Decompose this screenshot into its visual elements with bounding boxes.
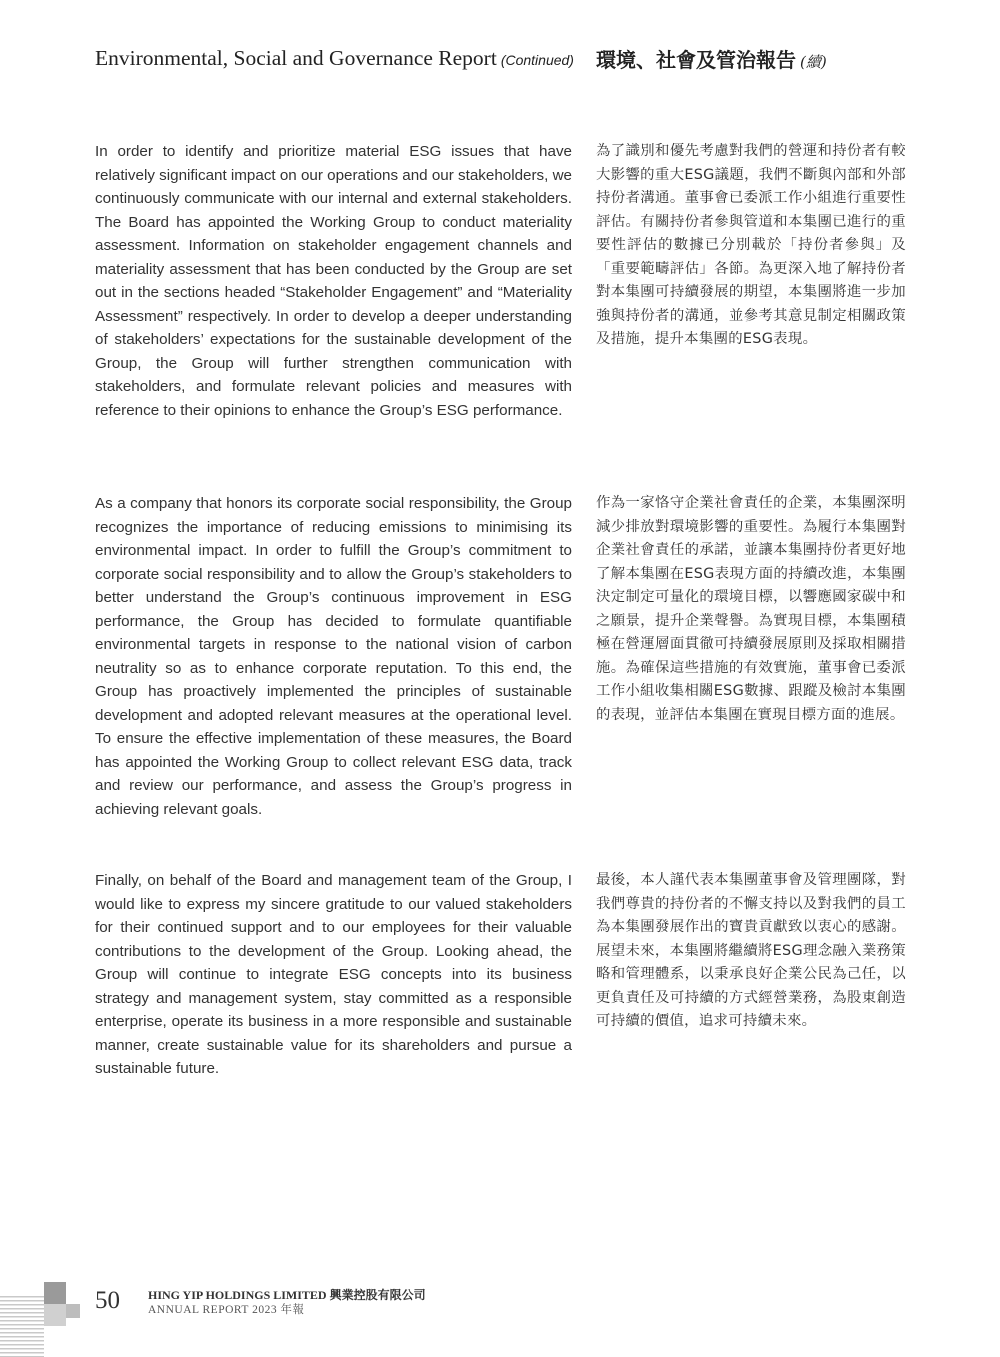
paragraph-zh-3 — [596, 869, 906, 1034]
paragraph-en-3-text: Finally, on behalf of the Board and management team of the Group, I would like to express my sincere gratitude to our valued stakeholders for their continued support and to our employees for their valuable contributions to the development of the Group. Looking ahead, the Group will continue to integrate ESG concepts into its business strategy and management system, stay committed as a responsible enterprise, operate its business in a more responsible and sustainable manner, create sustainable value for its shareholders and pursue a sustainable future. — [95, 872, 572, 1077]
header-title-zh — [596, 44, 827, 73]
paragraph-zh-2 — [596, 492, 906, 727]
footer-square-small — [66, 1304, 80, 1318]
header-title-en — [95, 46, 574, 71]
paragraph-en-1-text: In order to identify and prioritize material ESG issues that have relatively significant impact on our operations and our stakeholders, we continuously communicate with our internal and external stakeholders. The Board has appointed the Working Group to conduct materiality assessment. Information on stakeholder engagement channels and materiality assessment that has been conducted by the Group are set out in the sections headed “Stakeholder Engagement” and “Materiality Assessment” respectively. In order to develop a deeper understanding of stakeholders’ expectations for the sustainable development of the Group, the Group will further strengthen communication with stakeholders, and formulate relevant policies and measures with reference to their opinions to enhance the Group’s ESG performance. — [95, 143, 572, 419]
paragraph-zh-1 — [596, 140, 906, 352]
paragraph-en-1 — [95, 140, 572, 422]
page-header — [95, 46, 915, 76]
header-title-en-text: Environmental, Social and Governance Report — [95, 46, 497, 70]
page-number: 50 — [95, 1287, 120, 1314]
footer-square-dark — [44, 1282, 66, 1304]
header-title-zh-text: 環境、社會及管治報告 — [596, 48, 796, 72]
footer-square-light — [44, 1304, 66, 1326]
paragraph-zh-2-text: 作為一家恪守企業社會責任的企業，本集團深明減少排放對環境影響的重要性。為履行本集團對企業社會責任的承諾，並讓本集團持份者更好地了解本集團在ESG表現方面的持續改進，本集團決定制定可量化的環境目標，以響應國家碳中和之願景，提升企業聲譽。為實現目標，本集團積極在營運層面貫徹可持續發展原則及採取相關措施。為確保這些措施的有效實施，董事會已委派工作小組收集相關ESG數據、跟蹤及檢討本集團的表現，並評估本集團在實現目標方面的進展。 — [596, 495, 906, 723]
paragraph-en-2-text: As a company that honors its corporate social responsibility, the Group recognizes the importance of reducing emissions to minimising its environmental impact. In order to fulfill the Group’s commitment to corporate social responsibility and to allow the Group’s stakeholders to better understand the Group’s continuous improvement in ESG performance, the Group has decided to formulate quantifiable environmental targets in response to the national vision of carbon neutrality so as to enhance corporate reputation. To this end, the Group has proactively implemented the principles of sustainable development and adopted relevant measures at the operational level. To ensure the effective implementation of these measures, the Board has appointed the Working Group to collect relevant ESG data, track and review our performance, and assess the Group’s progress in achieving relevant goals. — [95, 495, 572, 818]
paragraph-zh-3-text: 最後，本人謹代表本集團董事會及管理團隊，對我們尊貴的持份者的不懈支持以及對我們的員工為本集團發展作出的寶貴貢獻致以衷心的感謝。展望未來，本集團將繼續將ESG理念融入業務策略和管理體系，以秉承良好企業公民為己任，以更負責任及可持續的方式經營業務，為股東創造可持續的價值，追求可持續未來。 — [596, 872, 906, 1029]
header-continued-en: (Continued) — [500, 52, 574, 68]
header-continued-zh: (續) — [800, 53, 827, 71]
footer-decoration — [0, 1282, 90, 1357]
paragraph-en-3 — [95, 869, 572, 1081]
footer-stripes — [0, 1296, 44, 1357]
footer-report: ANNUAL REPORT 2023 年報 — [148, 1304, 305, 1316]
paragraph-zh-1-text: 為了識別和優先考慮對我們的營運和持份者有較大影響的重大ESG議題，我們不斷與內部和外部持份者溝通。董事會已委派工作小組進行重要性評估。有關持份者參與管道和本集團已進行的重要性評估的數據已分別載於「持份者參與」及「重要範疇評估」各節。為更深入地了解持份者對本集團可持續發展的期望，本集團將進一步加強與持份者的溝通，並參考其意見制定相關政策及措施，提升本集團的ESG表現。 — [596, 143, 906, 347]
paragraph-en-2 — [95, 492, 572, 821]
footer-company: HING YIP HOLDINGS LIMITED 興業控股有限公司 — [148, 1288, 426, 1302]
